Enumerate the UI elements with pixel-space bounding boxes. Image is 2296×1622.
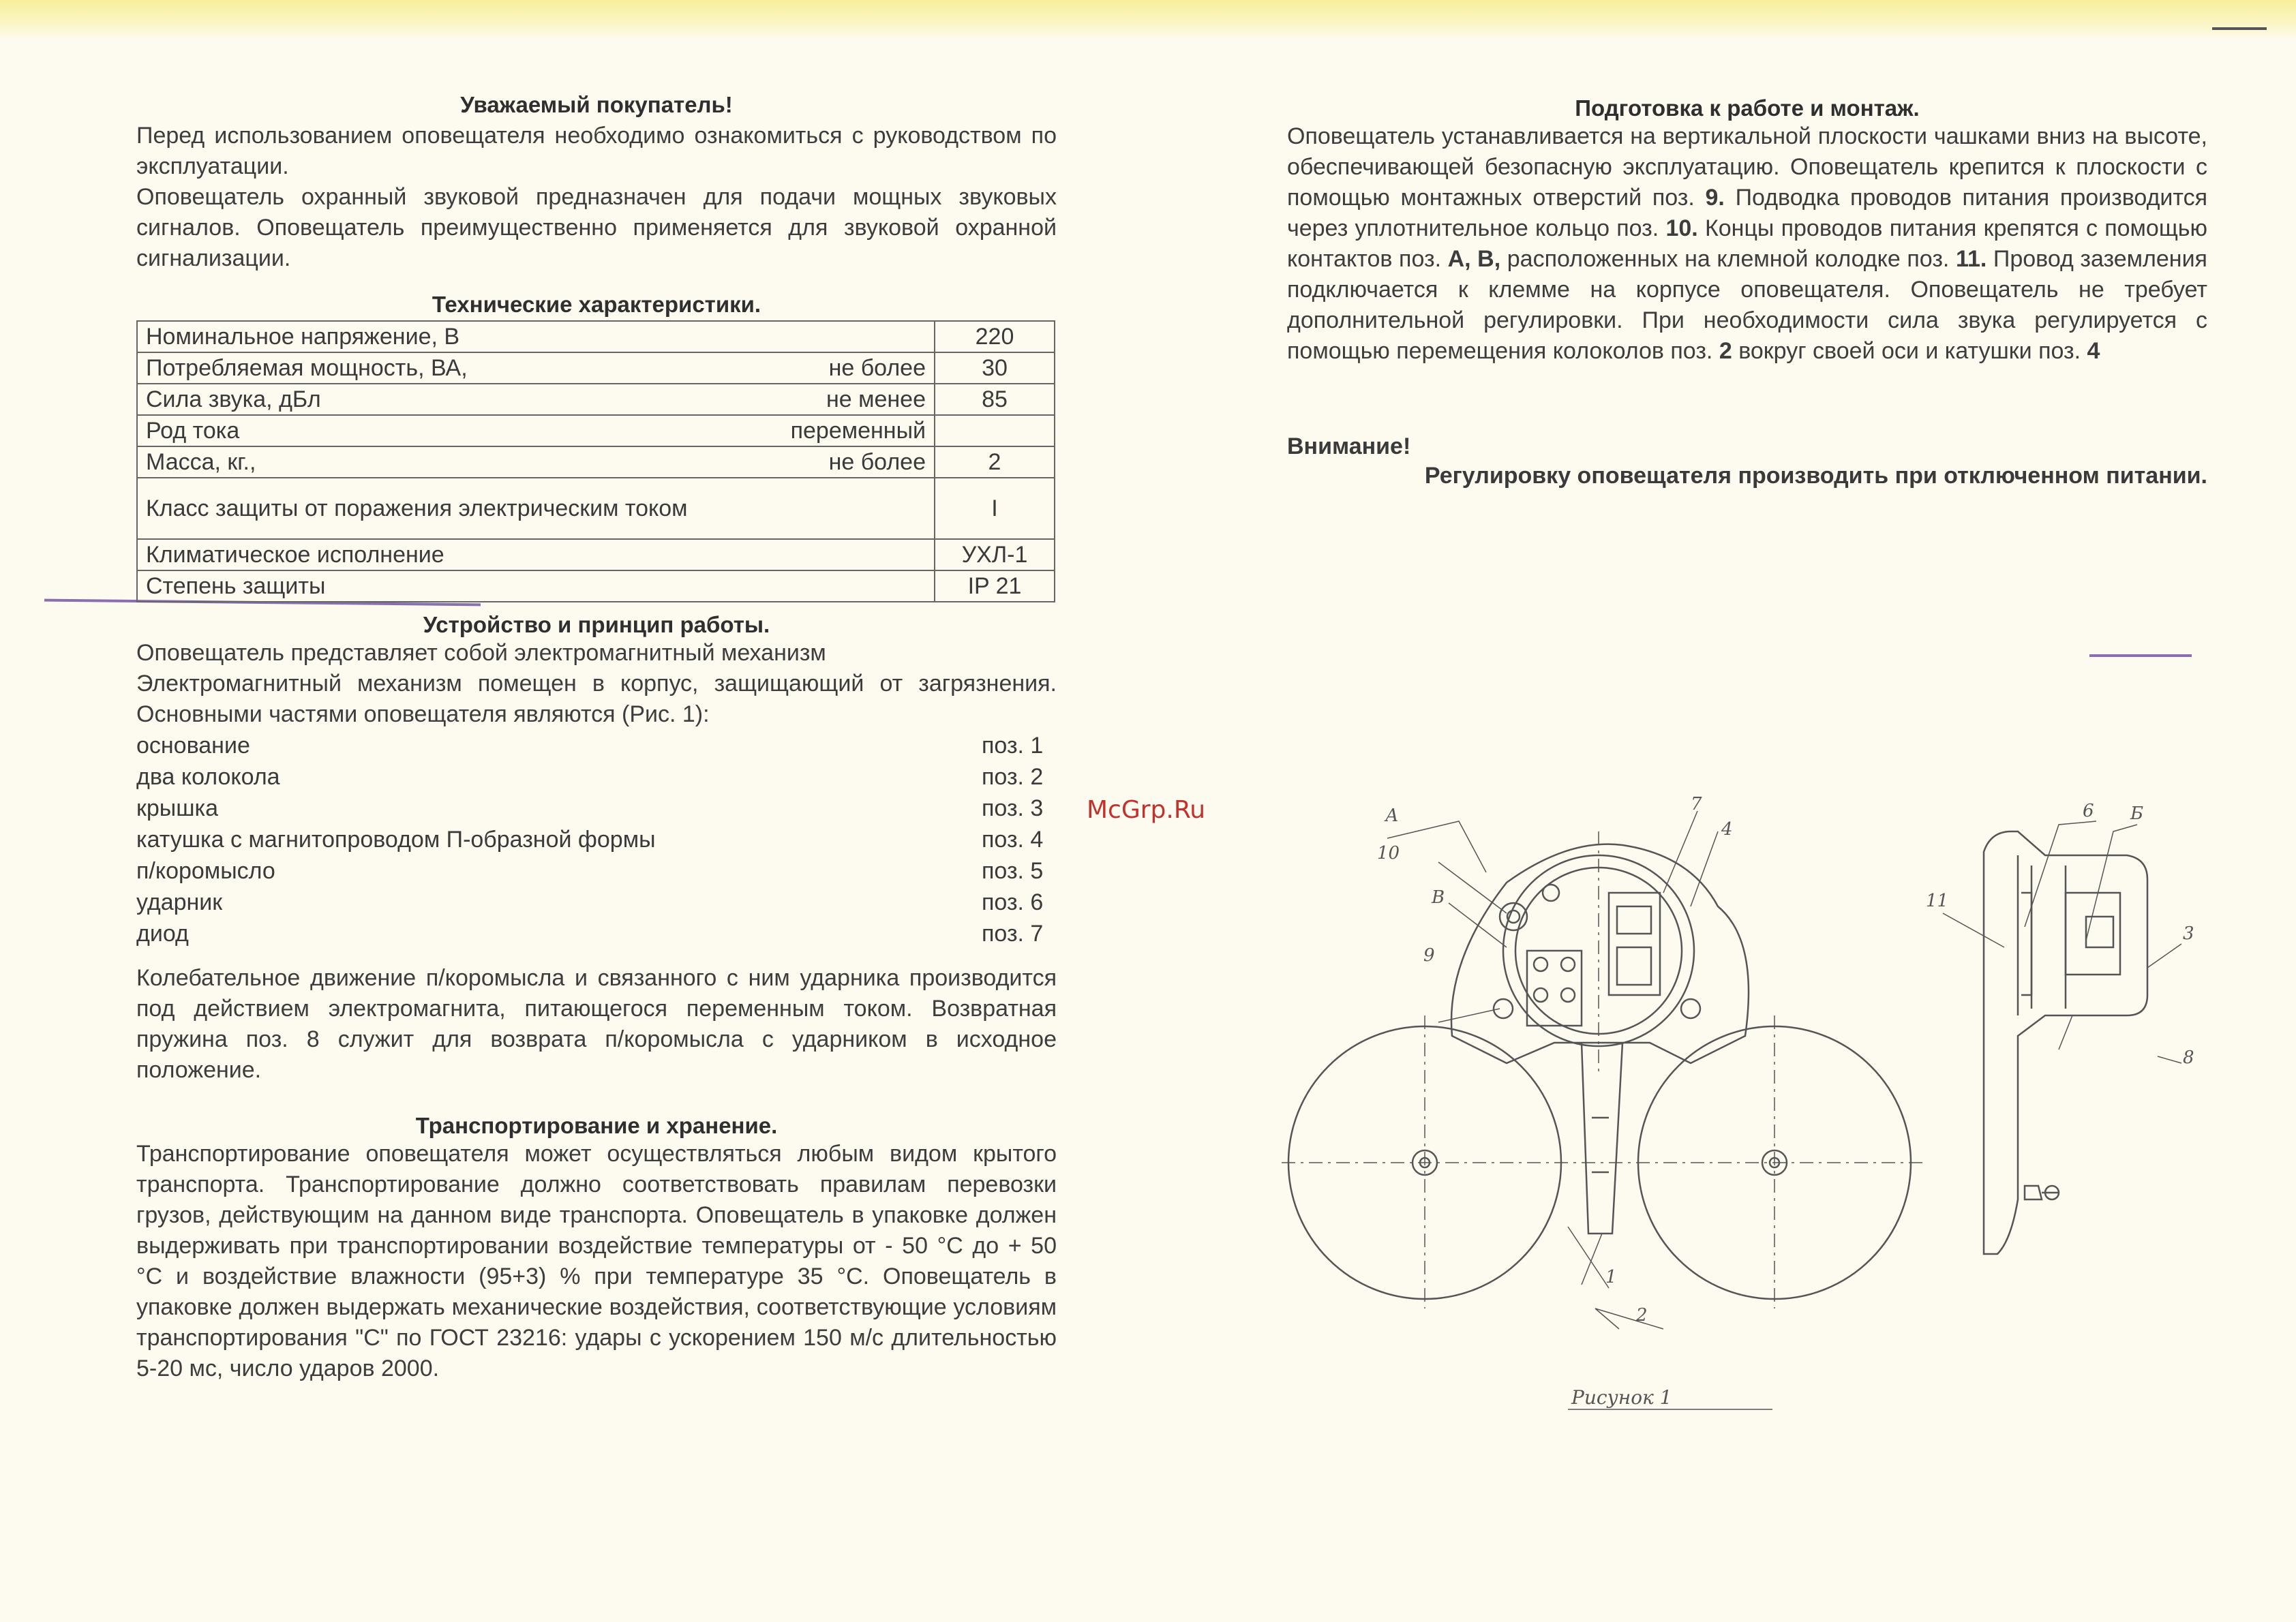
spec-row — [137, 478, 1055, 539]
drawing-label: 11 — [1926, 891, 1949, 911]
drawing-label: 2 — [1636, 1305, 1648, 1326]
transport-heading: Транспортирование и хранение. — [415, 1113, 778, 1138]
part-position: поз. 7 — [982, 921, 1044, 947]
right-column — [1287, 95, 2207, 491]
prep-ref: А, В, — [1447, 246, 1501, 272]
spec-row — [137, 321, 1055, 352]
corner-mark — [2212, 27, 2267, 30]
drawing-label: В — [1432, 887, 1445, 908]
spec-row — [137, 415, 1055, 446]
page-top-band — [0, 0, 2296, 41]
part-position: поз. 2 — [982, 764, 1044, 790]
spec-name: Потребляемая мощность, ВА, — [137, 352, 713, 384]
drawing-label: Б — [2130, 804, 2144, 824]
list-item — [136, 793, 1057, 824]
device-heading: Устройство и принцип работы. — [423, 612, 770, 637]
transport-paragraph: Транспортирование оповещателя может осуществляться любым видом крытого транспорта. Транспортирование должно соответствовать правилам перевозки грузов, действующим на данном виде транспорта. Оповещатель в упаковке должен выдерживать при транспортировании воздействие температуры от - 50 °С до + 50 °С и воздействие влажности (95+3) % при температуре 35 °С. Оповещатель в упаковке должен выдержать механические воздействия, соответствующие условиям транспортирования "С" по ГОСТ 23216: удары с ускорением 150 м/с длительностью 5-20 мс, число ударов 2000. — [136, 1141, 1057, 1381]
figure-caption: Рисунок 1 — [1571, 1386, 1672, 1409]
attention-text: Регулировку оповещателя производить при отключенном питании. — [1424, 463, 2207, 489]
spec-qualifier — [713, 539, 935, 570]
spec-value: 85 — [935, 384, 1055, 415]
part-position: поз. 3 — [982, 795, 1044, 821]
prep-paragraph — [1287, 121, 2207, 367]
prep-heading: Подготовка к работе и монтаж. — [1575, 95, 1920, 121]
spec-value: I — [935, 478, 1055, 539]
left-column — [136, 92, 1057, 1384]
part-name: ударник — [136, 889, 223, 915]
drawing-label: 1 — [1605, 1267, 1617, 1287]
attention-heading: Внимание! — [1287, 433, 1411, 459]
list-item — [136, 761, 1057, 793]
drawing-label: 7 — [1691, 794, 1702, 814]
spec-name: Сила звука, дБл — [137, 384, 713, 415]
drawing-label: 9 — [1423, 945, 1435, 966]
drawing-label: А — [1385, 806, 1399, 826]
spec-value: 30 — [935, 352, 1055, 384]
spec-name: Номинальное напряжение, В — [137, 321, 713, 352]
spec-row — [137, 384, 1055, 415]
pen-stroke — [2089, 654, 2192, 657]
spec-row — [137, 539, 1055, 570]
part-position: поз. 5 — [982, 858, 1044, 884]
drawing-label: 6 — [2083, 801, 2094, 821]
spec-qualifier: не более — [713, 446, 935, 478]
part-name: крышка — [136, 795, 219, 821]
prep-text: расположенных на клемной колодке поз. — [1507, 246, 1950, 272]
list-item — [136, 730, 1057, 761]
part-name: основание — [136, 733, 250, 759]
intro-paragraph-2: Оповещатель охранный звуковой предназначен для подачи мощных звуковых сигналов. Оповещатель преимущественно применяется для звуковой охранной сигнализации. — [136, 184, 1057, 271]
spec-value: 2 — [935, 446, 1055, 478]
spec-qualifier: не менее — [713, 384, 935, 415]
specs-heading: Технические характеристики. — [432, 292, 761, 317]
watermark: McGrp.Ru — [1087, 796, 1206, 824]
drawing-label: 8 — [2183, 1047, 2194, 1068]
spec-name: Климатическое исполнение — [137, 539, 713, 570]
part-position: поз. 6 — [982, 889, 1044, 915]
spec-name: Масса, кг., — [137, 446, 713, 478]
spec-name: Род тока — [137, 415, 713, 446]
spec-row — [137, 446, 1055, 478]
prep-ref: 4 — [2087, 338, 2100, 364]
list-item — [136, 855, 1057, 887]
part-name: п/коромысло — [136, 858, 275, 884]
prep-text: Оповещатель устанавливается на вертикальной плоскости чашками вниз на высоте, обеспечивающей безопасную эксплуатацию. Оповещатель крепится к плоскости с помощью монтажных отверстий поз. — [1287, 123, 2207, 211]
prep-ref: 9. — [1705, 185, 1725, 211]
part-position: поз. 1 — [982, 733, 1044, 759]
prep-ref: 11. — [1955, 246, 1987, 272]
drawing-label: 3 — [2183, 923, 2194, 944]
spec-qualifier: не более — [713, 352, 935, 384]
spec-qualifier — [713, 570, 935, 602]
prep-text: вокруг своей оси и катушки поз. — [1738, 338, 2081, 364]
spec-qualifier: переменный — [713, 415, 935, 446]
spec-name: Класс защиты от поражения электрическим током — [137, 478, 713, 539]
part-name: катушка с магнитопроводом П-образной формы — [136, 827, 656, 853]
spec-value — [935, 415, 1055, 446]
drawing-label: 4 — [1721, 819, 1733, 840]
spec-value: IP 21 — [935, 570, 1055, 602]
drawing-label: 10 — [1377, 843, 1400, 863]
prep-ref: 2 — [1719, 338, 1732, 364]
spec-qualifier — [713, 321, 935, 352]
spec-row — [137, 352, 1055, 384]
intro-paragraph-1: Перед использованием оповещателя необходимо ознакомиться с руководством по эксплуатации. — [136, 123, 1057, 179]
base-plate — [1451, 844, 1749, 1063]
spec-row — [137, 570, 1055, 602]
specs-table — [136, 320, 1055, 602]
technical-drawing — [1282, 791, 2229, 1452]
prep-text: Концы проводов питания крепятся с помощью контактов поз. — [1287, 215, 2208, 272]
prep-text: Подводка проводов питания производится через уплотнительное кольцо поз. — [1287, 185, 2208, 241]
parts-list — [136, 730, 1057, 949]
prep-text: Провод заземления подключается к клемме на корпусе оповещателя. Оповещатель не требует дополнительной регулировки. При необходимости сила звука регулируется с помощью перемещения колоколов поз. — [1287, 246, 2207, 364]
prep-ref: 10. — [1665, 215, 1698, 241]
part-position: поз. 4 — [982, 827, 1044, 853]
list-item — [136, 887, 1057, 918]
spec-value: 220 — [935, 321, 1055, 352]
device-paragraph-1: Оповещатель представляет собой электромагнитный механизм — [136, 640, 826, 666]
spec-qualifier — [713, 478, 935, 539]
list-item — [136, 824, 1057, 855]
list-item — [136, 918, 1057, 949]
spec-value: УХЛ-1 — [935, 539, 1055, 570]
greeting-heading: Уважаемый покупатель! — [460, 92, 733, 117]
part-name: два колокола — [136, 764, 280, 790]
device-paragraph-2: Электромагнитный механизм помещен в корпус, защищающий от загрязнения. Основными частями оповещателя являются (Рис. 1): — [136, 671, 1057, 727]
device-paragraph-3: Колебательное движение п/коромысла и связанного с ним ударника производится под действием электромагнита, питающегося переменным током. Возвратная пружина поз. 8 служит для возврата п/коромысла с ударником в исходное положение. — [136, 965, 1057, 1083]
part-name: диод — [136, 921, 189, 947]
spec-name: Степень защиты — [137, 570, 713, 602]
